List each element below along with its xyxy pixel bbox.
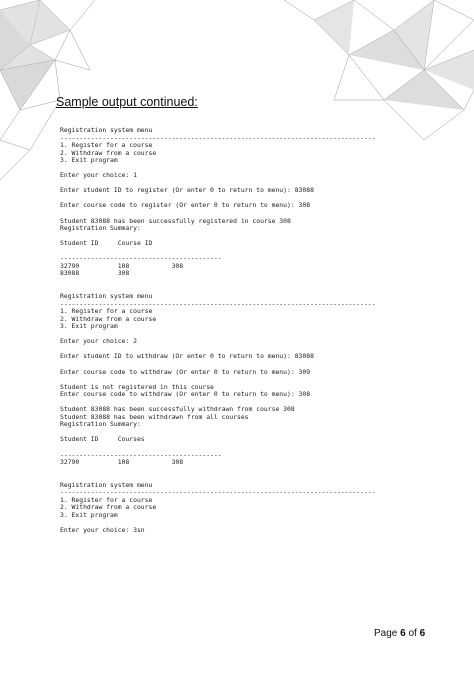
console-line <box>60 399 420 407</box>
console-line: Student ID Course ID <box>60 240 153 248</box>
console-line: Student 83088 has been successfully registered in course 308 <box>60 217 291 225</box>
console-line <box>60 429 420 437</box>
console-line <box>60 361 420 369</box>
console-line: Enter course code to withdraw (Or enter 0 to return to menu): 309 <box>60 368 311 376</box>
console-line <box>60 331 420 339</box>
console-line: Enter your choice: 2 <box>60 338 137 346</box>
console-line: 2. Withdraw from a course <box>60 149 157 157</box>
console-line: 2. Withdraw from a course <box>60 504 157 512</box>
console-line: Student is not registered in this course <box>60 383 214 391</box>
console-line: Registration system menu <box>60 127 153 134</box>
console-line <box>60 165 420 173</box>
console-line <box>60 180 420 188</box>
console-line <box>60 233 420 241</box>
total-pages: 6 <box>419 628 426 639</box>
console-line: Enter student ID to register (Or enter 0 to return to menu): 83088 <box>60 187 314 195</box>
console-line: 32790 108 308 <box>60 262 184 270</box>
console-line: ---------------------------------------------------------------------------------- <box>60 300 376 308</box>
console-line <box>60 376 420 384</box>
console-line: 3. Exit program <box>60 157 118 165</box>
console-line <box>60 346 420 354</box>
console-line: 32790 108 308 <box>60 459 184 467</box>
console-line: Enter student ID to withdraw (Or enter 0 to return to menu): 83088 <box>60 353 314 361</box>
console-line: ---------------------------------------------------------------------------------- <box>60 134 376 142</box>
console-line: 2. Withdraw from a course <box>60 315 157 323</box>
console-line: Registration Summary: <box>60 421 141 429</box>
of-word: of <box>408 628 417 639</box>
console-line <box>60 467 420 475</box>
section-heading: Sample output continued: <box>56 95 198 109</box>
console-line: Student 83088 has been withdrawn from all courses <box>60 413 249 421</box>
page-word: Page <box>374 628 398 639</box>
console-line: 1. Register for a course <box>60 308 153 316</box>
console-line: Student ID Courses <box>60 436 145 444</box>
console-line <box>60 248 420 256</box>
console-line: ------------------------------------------ <box>60 255 222 263</box>
console-line: Enter your choice: 3sn <box>60 526 145 534</box>
console-line: Registration system menu <box>60 481 153 489</box>
console-output <box>60 127 420 535</box>
console-line: Registration Summary: <box>60 225 141 233</box>
console-line <box>60 285 420 293</box>
console-line <box>60 210 420 218</box>
console-line <box>60 444 420 452</box>
console-line: 1. Register for a course <box>60 142 153 150</box>
console-line: Registration system menu <box>60 293 153 301</box>
console-line: Student 83088 has been successfully withdrawn from course 308 <box>60 406 295 414</box>
current-page: 6 <box>400 628 406 639</box>
console-line: Enter course code to register (Or enter 0 to return to menu): 308 <box>60 202 311 210</box>
console-line: Enter your choice: 1 <box>60 172 137 180</box>
page-number-footer <box>374 628 425 639</box>
console-line: 83088 308 <box>60 270 130 278</box>
console-line <box>60 474 420 482</box>
console-line: 3. Exit program <box>60 323 118 331</box>
console-line: ---------------------------------------------------------------------------------- <box>60 489 376 497</box>
console-line <box>60 519 420 527</box>
console-line: 1. Register for a course <box>60 496 153 504</box>
console-line: Enter course code to withdraw (Or enter 0 to return to menu): 308 <box>60 391 311 399</box>
console-line <box>60 278 420 286</box>
console-line: ------------------------------------------ <box>60 451 222 459</box>
console-line: 3. Exit program <box>60 511 118 519</box>
console-line <box>60 195 420 203</box>
